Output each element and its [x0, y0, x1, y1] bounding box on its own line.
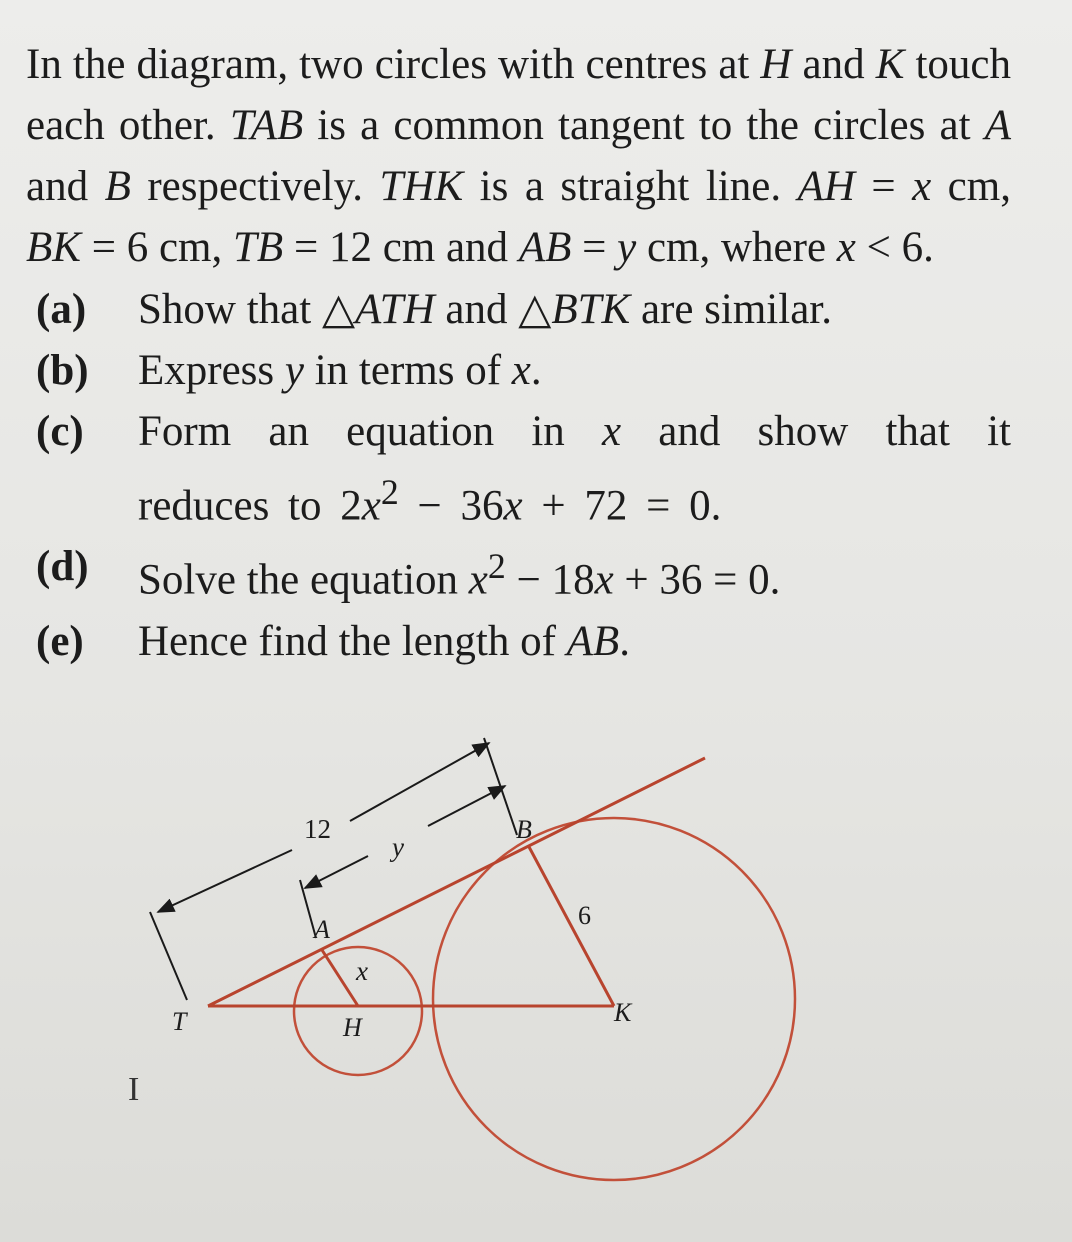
part-text: Express y in terms of x. — [138, 347, 542, 394]
label-length-tb: 12 — [304, 814, 331, 844]
dimension-arrow-ab-left — [305, 856, 368, 888]
dimension-arrow-tb-right — [350, 743, 489, 821]
label-point-t: T — [172, 1007, 187, 1036]
label-point-b: B — [516, 815, 532, 844]
part-text: Show that △ATH and △BTK are similar. — [138, 286, 832, 333]
part-label: (c) — [36, 408, 84, 455]
dimension-tick-b — [484, 738, 517, 835]
radius-ah — [322, 950, 358, 1006]
radius-bk — [528, 845, 614, 1006]
part-label: (a) — [36, 286, 87, 333]
part-text: Hence find the length of AB. — [138, 617, 630, 665]
dimension-arrow-ab-right — [428, 786, 505, 826]
part-label: (d) — [36, 543, 89, 591]
problem-intro: In the diagram, two circles with centres at H and K touch each other. TAB is a common tangent to the circles at A and B respectively. THK is a straight line. AH = x cm, BK = 6 cm, TB = 12 cm and AB = y cm, where x < 6. — [26, 41, 1011, 271]
part-text: Solve the equation $x^2 - 18x + 36 = 0$. — [138, 546, 781, 604]
tangent-line-tab — [208, 758, 705, 1006]
part-label: (b) — [36, 347, 89, 394]
dimension-tick-t — [150, 912, 187, 1000]
part-text: Form an equation in x and show that it reduces to $2x^2 - 36x + 72 = 0$. — [138, 408, 1011, 530]
label-point-k: K — [614, 998, 632, 1027]
label-point-h: H — [343, 1013, 362, 1042]
stray-mark: I — [128, 1071, 140, 1108]
dimension-arrow-tb-left — [158, 850, 292, 912]
label-length-ab: y — [392, 832, 404, 862]
label-length-bk: 6 — [578, 901, 591, 930]
part-label: (e) — [36, 617, 84, 665]
label-length-ah: x — [356, 956, 368, 986]
label-point-a: A — [314, 915, 330, 944]
